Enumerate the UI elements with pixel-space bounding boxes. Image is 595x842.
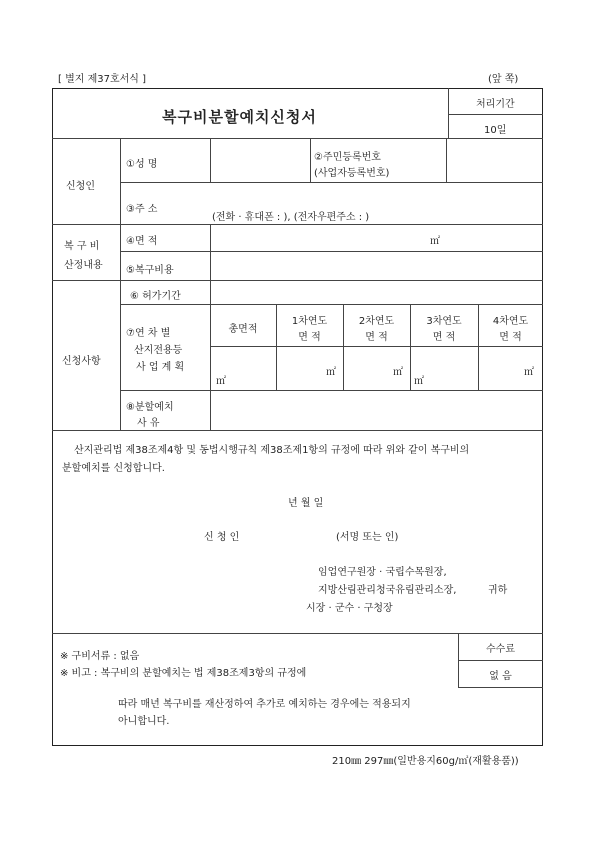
plan-label-2: 산지전용등 — [134, 345, 183, 356]
reason-field[interactable] — [213, 393, 539, 427]
addressee-2: 지방산림관리청국유림관리소장, — [318, 585, 457, 596]
col-year3: 3차연도 — [426, 316, 462, 327]
address-field[interactable] — [213, 186, 539, 204]
addressee-1: 임업연구원장 · 국립수목원장, — [318, 567, 447, 578]
remark-note-2: 따라 매년 복구비를 재산정하여 추가로 예치하는 경우에는 적용되지 — [118, 699, 411, 710]
unit-year1: ㎡ — [326, 367, 336, 378]
col-year4: 4차연도 — [492, 316, 529, 327]
restoration-section-2: 산정내용 — [64, 260, 103, 271]
addressee-3: 시장 · 군수 · 구청장 — [306, 603, 393, 614]
applicant-section: 신청인 — [66, 181, 95, 192]
permit-field[interactable] — [213, 283, 539, 301]
id-label-1: ②주민등록번호 — [314, 152, 381, 163]
statement-line-2: 분할예치를 신청합니다. — [62, 463, 165, 474]
unit-year2: ㎡ — [393, 367, 403, 378]
cost-field[interactable] — [213, 255, 539, 277]
fee-label: 수수료 — [486, 644, 515, 655]
id-label-2: (사업자등록번호) — [314, 168, 390, 179]
name-field[interactable] — [213, 152, 308, 178]
reason-label-1: ⑧분할예치 — [126, 402, 174, 413]
remark-note: ※ 비고 : 복구비의 분할예치는 법 제38조제3항의 규정에 — [60, 668, 307, 679]
plan-label-3: 사 업 계 획 — [136, 362, 185, 373]
signer-note: (서명 또는 인) — [336, 532, 399, 543]
cost-label: ⑤복구비용 — [126, 265, 174, 276]
signer-label: 신 청 인 — [204, 532, 240, 543]
name-label: ①성 명 — [126, 159, 158, 170]
paper-spec: 210㎜ 297㎜(일반용지60g/㎡(재활용품)) — [332, 756, 519, 767]
restoration-section-1: 복 구 비 — [64, 241, 100, 252]
date-line: 년 월 일 — [288, 498, 324, 509]
permit-label: ⑥ 허가기간 — [130, 291, 181, 302]
col-year4-sub: 면 적 — [499, 332, 522, 343]
col-year1: 1차연도 — [291, 316, 328, 327]
docs-note: ※ 구비서류 : 없음 — [60, 651, 140, 662]
addressee-suffix: 귀하 — [488, 585, 508, 596]
fee-value: 없 음 — [489, 671, 512, 682]
processing-value: 10일 — [484, 125, 507, 136]
processing-label: 처리기간 — [476, 99, 515, 110]
unit-year3: ㎡ — [414, 376, 424, 387]
page-side: (앞 쪽) — [488, 74, 519, 85]
form-title: 복구비분할예치신청서 — [162, 108, 317, 126]
remark-note-3: 아니합니다. — [118, 716, 170, 727]
reason-label-2: 사 유 — [137, 418, 160, 429]
unit-year4: ㎡ — [524, 367, 534, 378]
col-year3-sub: 면 적 — [432, 332, 456, 343]
col-year2: 2차연도 — [358, 316, 395, 327]
area-unit: ㎡ — [430, 236, 440, 247]
statement-line-1: 산지관리법 제38조제4항 및 동법시행규칙 제38조제1항의 규정에 따라 위와 같이 복구비의 — [74, 445, 470, 456]
col-total: 총면적 — [228, 324, 258, 335]
plan-label-1: ⑦연 차 별 — [126, 328, 171, 339]
contact-line: (전화 · 휴대폰 : ), (전자우편주소 : ) — [212, 212, 370, 223]
id-field[interactable] — [449, 152, 539, 178]
form-number: [ 별지 제37호서식 ] — [58, 74, 147, 85]
col-year2-sub: 면 적 — [365, 332, 388, 343]
area-label: ④면 적 — [126, 236, 158, 247]
unit-total: ㎡ — [216, 376, 226, 387]
address-label: ③주 소 — [126, 204, 158, 215]
col-year1-sub: 면 적 — [298, 332, 321, 343]
application-section: 신청사항 — [62, 356, 101, 367]
